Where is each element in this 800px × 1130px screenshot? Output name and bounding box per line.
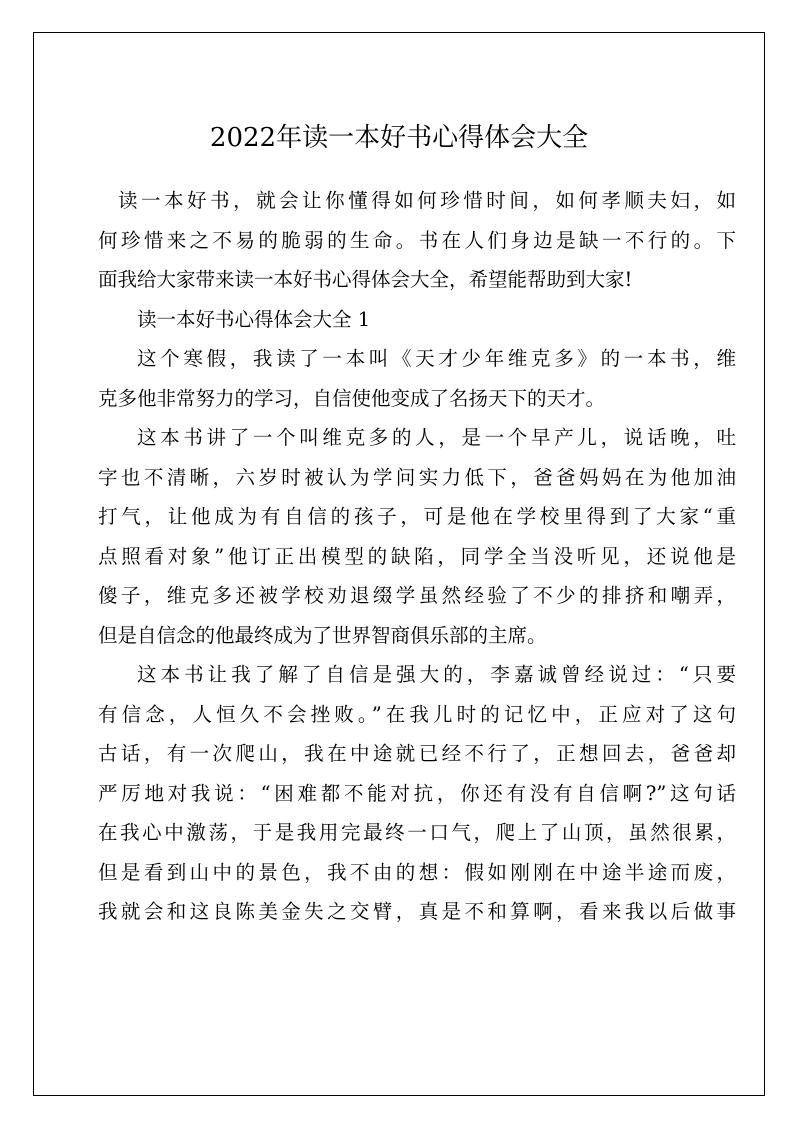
paragraph-line: 这本书让我了解了自信是强大的，李嘉诚曾经说过：“只要 — [137, 663, 736, 686]
paragraph-line: 这本书讲了一个叫维克多的人，是一个早产儿，说话晚，吐 — [137, 426, 736, 449]
paragraph-line: 何珍惜来之不易的脆弱的生命。书在人们身边是缺一不行的。下 — [98, 228, 736, 252]
paragraph-line: 严厉地对我说：“困难都不能对抗，你还有没有自信啊?”这句话 — [98, 781, 736, 805]
paragraph-line: 在我心中激荡，于是我用完最终一口气，爬上了山顶，虽然很累， — [98, 821, 736, 844]
document-body — [98, 181, 736, 932]
paragraph-line: 点照看对象”他订正出模型的缺陷，同学全当没听见，还说他是 — [98, 544, 736, 568]
paragraph-line: 面我给大家带来读一本好书心得体会大全，希望能帮助到大家! — [98, 268, 633, 291]
paragraph-line: 这个寒假，我读了一本叫《天才少年维克多》的一本书，维 — [137, 347, 736, 370]
paragraph-line: 古话，有一次爬山，我在中途就已经不行了，正想回去，爸爸却 — [98, 742, 736, 765]
paragraph-line: 克多他非常努力的学习，自信使他变成了名扬天下的天才。 — [98, 386, 606, 410]
paragraph-line: 我就会和这良陈美金失之交臂，真是不和算啊，看来我以后做事 — [98, 900, 736, 923]
paragraph-line: 但是看到山中的景色，我不由的想：假如刚刚在中途半途而废， — [98, 860, 736, 884]
paragraph-line: 读一本好书，就会让你懂得如何珍惜时间，如何孝顺夫妇，如 — [118, 189, 736, 212]
paragraph-line: 字也不清晰，六岁时被认为学问实力低下，爸爸妈妈在为他加油 — [98, 465, 736, 489]
paragraph-line: 但是自信念的他最终成为了世界智商俱乐部的主席。 — [98, 623, 547, 647]
section-heading: 读一本好书心得体会大全 1 — [137, 307, 371, 331]
paragraph-line: 打气，让他成为有自信的孩子，可是他在学校里得到了大家“重 — [98, 505, 736, 528]
paragraph-line: 有信念，人恒久不会挫败。”在我儿时的记忆中，正应对了这句 — [98, 702, 736, 726]
document-page — [33, 32, 765, 1096]
document-title: 2022年读一本好书心得体会大全 — [209, 123, 589, 153]
paragraph-line: 傻子，维克多还被学校劝退缀学虽然经验了不少的排挤和嘲弄， — [98, 584, 736, 607]
